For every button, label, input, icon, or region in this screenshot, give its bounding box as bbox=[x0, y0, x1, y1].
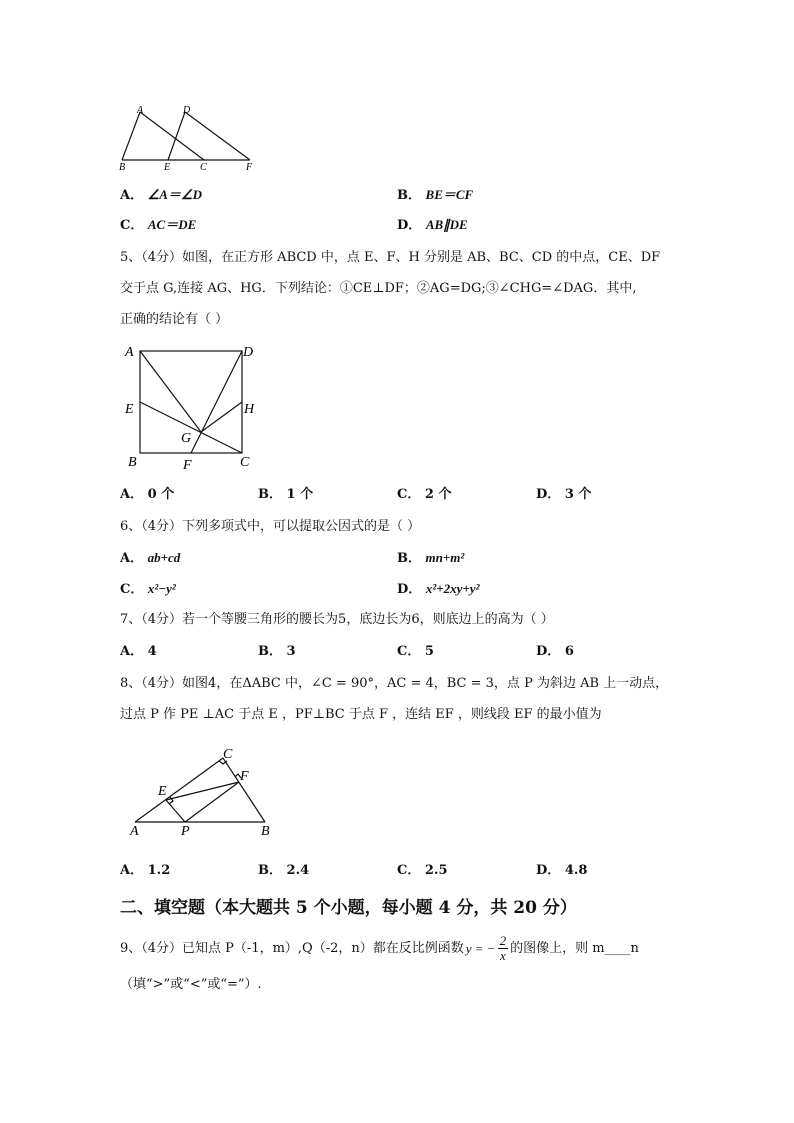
q8-option-c[interactable] bbox=[397, 862, 448, 880]
q5-label-A: A bbox=[125, 345, 134, 360]
option-letter: D． bbox=[536, 644, 561, 659]
option-letter: B． bbox=[258, 487, 282, 502]
q5-label-G: G bbox=[181, 431, 192, 446]
q5-label-H: H bbox=[244, 402, 255, 417]
option-letter: D． bbox=[536, 487, 561, 502]
option-letter: B． bbox=[258, 863, 282, 878]
option-text: ab+cd bbox=[147, 550, 181, 565]
q8-figure bbox=[128, 744, 278, 839]
q4-option-c[interactable] bbox=[120, 216, 196, 235]
option-letter: D． bbox=[397, 582, 422, 597]
option-text: 4 bbox=[147, 644, 157, 659]
q9-stem-line2: （填“>”或“<”或“=”）. bbox=[120, 977, 262, 992]
option-text: mn+m² bbox=[425, 550, 465, 565]
q5-option-b[interactable] bbox=[258, 486, 313, 504]
option-letter: C． bbox=[120, 218, 144, 233]
option-text: 6 bbox=[564, 644, 574, 659]
option-letter: A． bbox=[120, 188, 144, 203]
q5-option-c[interactable] bbox=[397, 486, 451, 504]
q4-label-F: F bbox=[246, 162, 253, 173]
q4-label-C: C bbox=[200, 162, 207, 173]
option-text: 3 bbox=[286, 644, 296, 659]
option-letter: B． bbox=[258, 644, 282, 659]
option-text: AB∥DE bbox=[425, 217, 468, 232]
q5-label-C: C bbox=[240, 455, 250, 470]
q7-option-d[interactable] bbox=[536, 643, 574, 661]
option-letter: B． bbox=[397, 188, 421, 203]
option-letter: A． bbox=[120, 487, 144, 502]
q4-option-a[interactable] bbox=[120, 186, 202, 205]
option-text: x²+2xy+y² bbox=[425, 581, 480, 596]
option-text: 0 个 bbox=[147, 487, 175, 502]
q4-label-B: B bbox=[119, 162, 126, 173]
q9-fraction-numerator: 2 bbox=[499, 933, 507, 948]
q8-stem-line1: 8、（4分）如图4，在ΔABC 中，∠C = 90°，AC = 4，BC = 3，点 P 为斜边 AB 上一动点， bbox=[120, 676, 669, 691]
q8-label-E: E bbox=[158, 784, 167, 799]
q9-fraction-denominator: x bbox=[499, 948, 506, 963]
q5-label-E: E bbox=[125, 402, 134, 417]
q5-stem-line3: 正确的结论有（ ） bbox=[120, 312, 229, 327]
q7-option-c[interactable] bbox=[397, 643, 434, 661]
q5-option-a[interactable] bbox=[120, 486, 174, 504]
q8-option-d[interactable] bbox=[536, 862, 587, 880]
q8-option-b[interactable] bbox=[258, 862, 309, 880]
q6-option-d[interactable] bbox=[397, 580, 479, 599]
q8-label-F: F bbox=[240, 769, 249, 784]
option-letter: B． bbox=[397, 551, 421, 566]
q7-stem: 7、（4分）若一个等腰三角形的腰长为5，底边长为6，则底边上的高为（ ） bbox=[120, 612, 554, 627]
q5-label-B: B bbox=[128, 455, 137, 470]
option-text: ∠A＝∠D bbox=[147, 187, 202, 202]
q4-figure bbox=[112, 100, 272, 175]
q9-stem-line1 bbox=[120, 934, 639, 963]
option-text: AC＝DE bbox=[147, 217, 197, 232]
q4-option-d[interactable] bbox=[397, 216, 468, 235]
q8-label-A: A bbox=[130, 824, 139, 839]
option-text: 5 bbox=[424, 644, 434, 659]
option-letter: C． bbox=[397, 487, 421, 502]
q5-stem-line1: 5、（4分）如图，在正方形 ABCD 中，点 E、F、H 分别是 AB、BC、CD 的中点，CE、DF bbox=[120, 250, 661, 265]
q9-stem-part2: 的图像上，则 m____n bbox=[510, 940, 639, 956]
q5-label-F: F bbox=[183, 458, 192, 473]
q8-option-a[interactable] bbox=[120, 862, 170, 880]
q7-option-b[interactable] bbox=[258, 643, 296, 661]
q8-label-C: C bbox=[223, 747, 233, 762]
option-text: 2 个 bbox=[424, 487, 452, 502]
q6-option-c[interactable] bbox=[120, 580, 176, 599]
option-letter: A． bbox=[120, 644, 144, 659]
q6-option-a[interactable] bbox=[120, 549, 180, 568]
option-letter: A． bbox=[120, 551, 144, 566]
option-letter: C． bbox=[120, 582, 144, 597]
option-text: BE＝CF bbox=[425, 187, 474, 202]
option-letter: C． bbox=[397, 644, 421, 659]
option-text: 4.8 bbox=[564, 863, 588, 878]
q9-fraction bbox=[498, 934, 509, 963]
q9-stem-part1: 9、（4分）已知点 P（-1，m）,Q（-2，n）都在反比例函数 bbox=[120, 940, 464, 956]
option-letter: C． bbox=[397, 863, 421, 878]
option-text: 2.5 bbox=[424, 863, 448, 878]
q9-func-lhs: y = − bbox=[465, 940, 496, 956]
option-letter: D． bbox=[536, 863, 561, 878]
section-title: 二、填空题（本大题共 5 个小题，每小题 4 分，共 20 分） bbox=[120, 898, 577, 918]
q4-label-E: E bbox=[164, 162, 171, 173]
q6-stem: 6、（4分）下列多项式中，可以提取公因式的是（ ） bbox=[120, 519, 421, 534]
option-text: 3 个 bbox=[564, 487, 592, 502]
option-text: 2.4 bbox=[286, 863, 310, 878]
q5-stem-line2: 交于点 G,连接 AG、HG．下列结论：①CE⊥DF；②AG=DG;③∠CHG=∠DAG．其中, bbox=[120, 281, 637, 296]
option-text: 1 个 bbox=[286, 487, 314, 502]
option-text: 1.2 bbox=[147, 863, 171, 878]
q7-option-a[interactable] bbox=[120, 643, 157, 661]
q6-option-b[interactable] bbox=[397, 549, 464, 568]
q8-label-P: P bbox=[181, 824, 190, 839]
q4-option-b[interactable] bbox=[397, 186, 473, 205]
q5-figure bbox=[120, 338, 265, 473]
q5-option-d[interactable] bbox=[536, 486, 591, 504]
option-letter: D． bbox=[397, 218, 422, 233]
option-text: x²−y² bbox=[147, 581, 176, 596]
option-letter: A． bbox=[120, 863, 144, 878]
q8-label-B: B bbox=[261, 824, 270, 839]
q5-label-D: D bbox=[243, 345, 254, 360]
q8-stem-line2: 过点 P 作 PE ⊥AC 于点 E ，PF⊥BC 于点 F ，连结 EF ，则线段 EF 的最小值为 bbox=[120, 707, 602, 722]
q4-label-A: A bbox=[137, 105, 144, 116]
q4-label-D: D bbox=[183, 105, 191, 116]
